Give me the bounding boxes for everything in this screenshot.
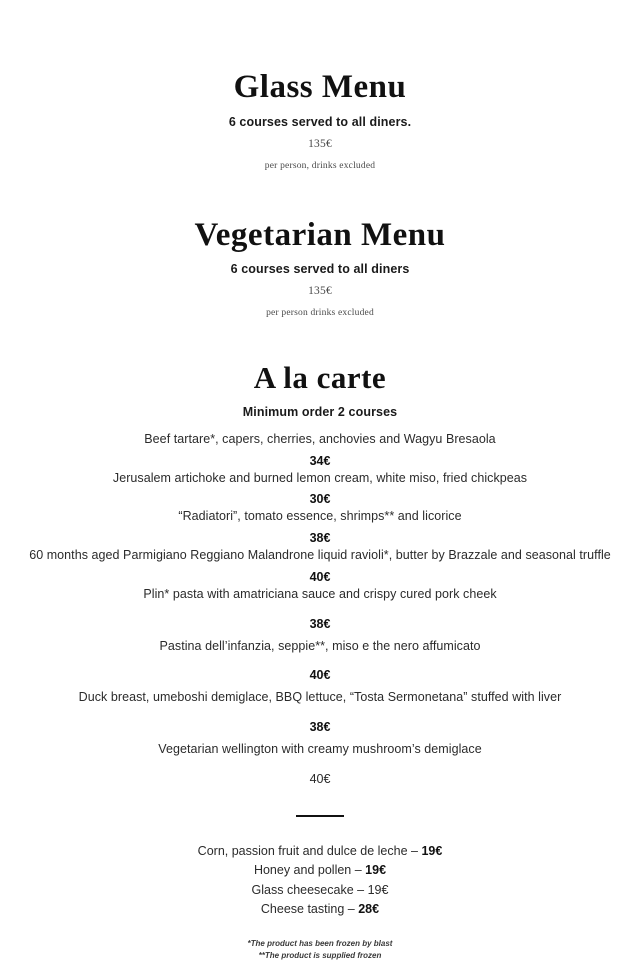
dessert-price: 19€ [365, 863, 387, 878]
glass-menu-subtitle: 6 courses served to all diners. [228, 114, 412, 129]
dish-price: 40€ [309, 668, 331, 683]
dessert-item [0, 861, 640, 880]
dessert-dash: – [347, 901, 355, 916]
dessert-item [0, 842, 640, 861]
dessert-name: Corn, passion fruit and dulce de leche [197, 843, 408, 858]
a-la-carte-section [0, 318, 640, 788]
dish-price: 38€ [309, 531, 331, 546]
dish-price: 40€ [309, 569, 331, 584]
glass-menu-note: per person, drinks excluded [264, 160, 376, 171]
dessert-price: 28€ [358, 901, 380, 916]
dish-price: 34€ [309, 453, 331, 468]
dish-name: Jerusalem artichoke and burned lemon cream, white miso, fried chickpeas [112, 470, 528, 485]
vegetarian-menu-note: per person drinks excluded [266, 308, 374, 319]
vegetarian-menu-price: 135€ [308, 285, 332, 298]
footnotes-section [0, 938, 640, 961]
dish-price: 38€ [309, 720, 331, 735]
set-menu-vegetarian [0, 171, 640, 319]
dish-name: Plin* pasta with amatriciana sauce and crispy cured pork cheek [143, 586, 497, 601]
dish-name: Pastina dell’infanzia, seppie**, miso e the nero affumicato [159, 638, 481, 653]
dessert-item [0, 900, 640, 919]
vegetarian-menu-title: Vegetarian Menu [194, 216, 446, 253]
footnote-single-asterisk: *The product has been frozen by blast [247, 939, 393, 949]
dish-name: Vegetarian wellington with creamy mushroom’s demiglace [158, 742, 482, 757]
dessert-price: 19€ [367, 882, 389, 897]
dish-name: Beef tartare*, capers, cherries, anchovies and Wagyu Bresaola [144, 431, 496, 446]
divider-rule [296, 815, 344, 817]
dessert-dash: – [357, 882, 365, 897]
dish-name: 60 months aged Parmigiano Reggiano Malandrone liquid ravioli*, butter by Brazzale and seasonal truffle [29, 548, 611, 563]
vegetarian-menu-subtitle: 6 courses served to all diners [230, 262, 410, 277]
a-la-carte-title: A la carte [253, 360, 387, 396]
dessert-name: Honey and pollen [253, 863, 352, 878]
glass-menu-price: 135€ [308, 137, 332, 150]
set-menu-glass [0, 0, 640, 171]
dish-price: 30€ [309, 492, 331, 507]
dish-price: 38€ [309, 616, 331, 631]
dessert-dash: – [354, 863, 362, 878]
dessert-name: Glass cheesecake [251, 882, 354, 897]
desserts-section [0, 842, 640, 920]
a-la-carte-list [0, 431, 640, 788]
dish-name: “Radiatori”, tomato essence, shrimps** and licorice [178, 509, 462, 524]
dessert-name: Cheese tasting [260, 901, 345, 916]
a-la-carte-subtitle: Minimum order 2 courses [242, 404, 398, 419]
footnote-double-asterisk: **The product is supplied frozen [258, 950, 382, 960]
dessert-price: 19€ [421, 843, 443, 858]
dish-price: 40€ [309, 771, 331, 786]
glass-menu-title: Glass Menu [233, 69, 407, 105]
dish-name: Duck breast, umeboshi demiglace, BBQ lettuce, “Tosta Sermonetana” stuffed with liver [78, 690, 562, 705]
section-divider [0, 815, 640, 817]
dessert-dash: – [411, 843, 418, 858]
dessert-item [0, 881, 640, 900]
